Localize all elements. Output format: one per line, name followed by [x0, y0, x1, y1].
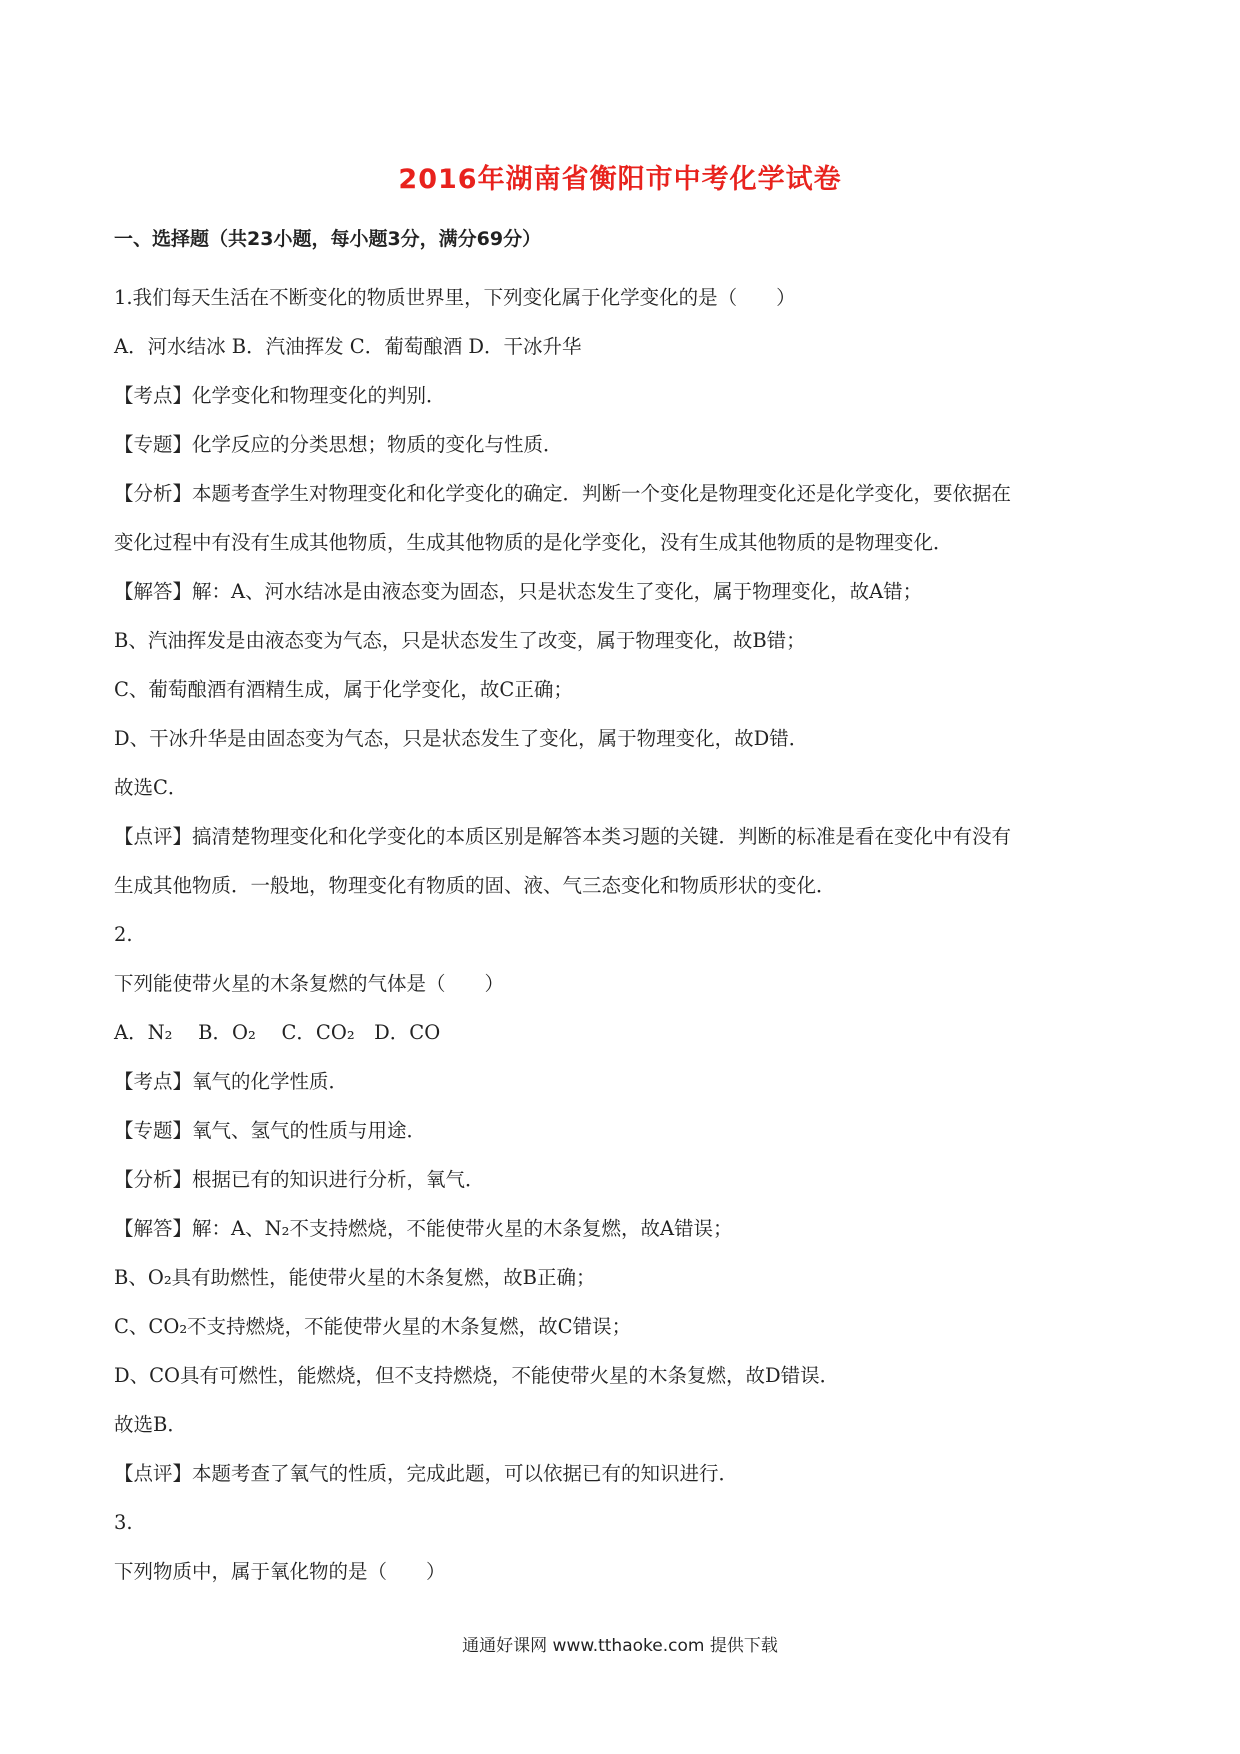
text-line: C、葡萄酿酒有酒精生成，属于化学变化，故C正确； — [114, 678, 573, 701]
text-line: 【分析】根据已有的知识进行分析，氧气． — [114, 1168, 485, 1191]
text-line: 下列能使带火星的木条复燃的气体是（ ） — [114, 972, 505, 995]
text-line: 【解答】解：A、N₂不支持燃烧，不能使带火星的木条复燃，故A错误； — [114, 1217, 733, 1240]
page-title: 2016年湖南省衡阳市中考化学试卷 — [398, 164, 842, 195]
section-heading: 一、选择题（共23小题，每小题3分，满分69分） — [114, 228, 542, 250]
text-line: B、汽油挥发是由液态变为气态，只是状态发生了改变，属于物理变化，故B错； — [114, 629, 806, 652]
text-line: D、CO具有可燃性，能燃烧，但不支持燃烧，不能使带火星的木条复燃，故D错误． — [114, 1364, 840, 1387]
text-line: B、O₂具有助燃性，能使带火星的木条复燃，故B正确； — [114, 1266, 596, 1289]
text-line: 故选B． — [114, 1413, 187, 1436]
text-line: A．N₂ B．O₂ C．CO₂ D．CO — [114, 1021, 441, 1044]
text-line: C、CO₂不支持燃烧，不能使带火星的木条复燃，故C错误； — [114, 1315, 632, 1338]
text-line: 变化过程中有没有生成其他物质，生成其他物质的是化学变化，没有生成其他物质的是物理变化． — [114, 531, 953, 554]
text-line: A．河水结冰 B．汽油挥发 C．葡萄酿酒 D．干冰升华 — [114, 335, 582, 358]
text-line: 1.我们每天生活在不断变化的物质世界里，下列变化属于化学变化的是（ ） — [114, 286, 796, 309]
text-line: 【点评】搞清楚物理变化和化学变化的本质区别是解答本类习题的关键．判断的标准是看在变化中有没有 — [114, 825, 1012, 848]
text-line: 生成其他物质．一般地，物理变化有物质的固、液、气三态变化和物质形状的变化． — [114, 874, 836, 897]
text-line: 【分析】本题考查学生对物理变化和化学变化的确定．判断一个变化是物理变化还是化学变化，要依据在 — [114, 482, 1012, 505]
text-line: 【专题】氧气、氢气的性质与用途． — [114, 1119, 427, 1142]
text-line: D、干冰升华是由固态变为气态，只是状态发生了变化，属于物理变化，故D错． — [114, 727, 809, 750]
text-line: 下列物质中，属于氧化物的是（ ） — [114, 1560, 446, 1583]
text-line: 3. — [114, 1511, 133, 1534]
text-line: 【点评】本题考查了氧气的性质，完成此题，可以依据已有的知识进行． — [114, 1462, 739, 1485]
text-line: 故选C． — [114, 776, 188, 799]
text-line: 【解答】解：A、河水结冰是由液态变为固态，只是状态发生了变化，属于物理变化，故A错； — [114, 580, 923, 603]
text-line: 2. — [114, 923, 133, 946]
text-line: 【考点】化学变化和物理变化的判别． — [114, 384, 446, 407]
page-footer: 通通好课网 www.tthaoke.com 提供下载 — [462, 1636, 778, 1656]
text-line: 【专题】化学反应的分类思想；物质的变化与性质． — [114, 433, 563, 456]
text-line: 【考点】氧气的化学性质． — [114, 1070, 349, 1093]
